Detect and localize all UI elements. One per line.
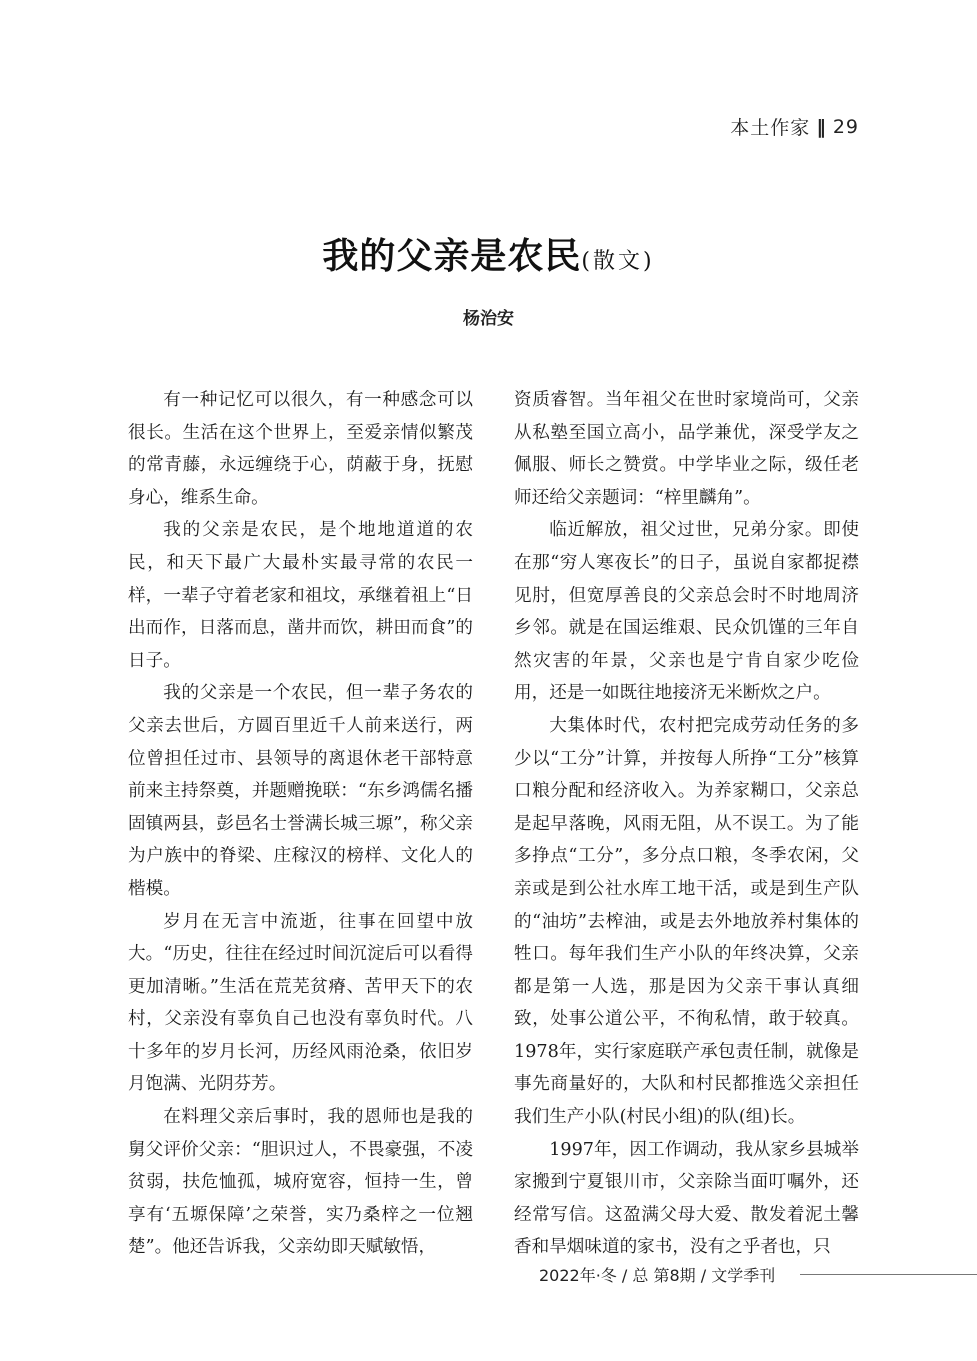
paragraph: 1997年，因工作调动，我从家乡县城举家搬到宁夏银川市，父亲除当面叮嘱外，还经常写信。这盈满父母大爱、散发着泥土馨香和旱烟味道的家书，没有之乎者也，只 (514, 1139, 859, 1258)
title-genre: (散文) (581, 249, 655, 274)
text-column-right (514, 384, 859, 1264)
page-number: 29 (832, 115, 859, 138)
footer-rule (800, 1274, 977, 1275)
paragraph: 资质睿智。当年祖父在世时家境尚可，父亲从私塾至国立高小，品学兼优，深受学友之佩服、师长之赞赏。中学毕业之际，级任老师还给父亲题词：“梓里麟角”。 (514, 390, 859, 508)
paragraph: 大集体时代，农村把完成劳动任务的多少以“工分”计算，并按每人所挣“工分”核算口粮分配和经济收入。为养家糊口，父亲总是起早落晚，风雨无阻，从不误工。为了能多挣点“工分”，多分点口粮，冬季农闲，父亲或是到公社水库工地干活，或是到生产队的“油坊”去榨油，或是去外地放养村集体的牲口。每年我们生产小队的年终决算，父亲都是第一人选，那是因为父亲干事认真细致，处事公道公平，不徇私情，敢于较真。1978年，实行家庭联产承包责任制，就像是事先商量好的，大队和村民都推选父亲担任我们生产小队(村民小组)的队(组)长。 (514, 715, 859, 1128)
paragraph: 我的父亲是一个农民，但一辈子务农的父亲去世后，方圆百里近千人前来送行，两位曾担任过市、县领导的离退休老干部特意前来主持祭奠，并题赠挽联：“东乡鸿儒名播固镇两县，彭邑名士誉满长城三塬”，称父亲为户族中的脊梁、庄稼汉的榜样、文化人的楷模。 (128, 683, 473, 899)
running-footer: 2022年·冬 / 总 第8期 / 文学季刊 (539, 1266, 776, 1285)
running-header (730, 113, 859, 140)
paragraph: 临近解放，祖父过世，兄弟分家。即使在那“穷人寒夜长”的日子，虽说自家都捉襟见肘，但宽厚善良的父亲总会时不时地周济乡邻。就是在国运维艰、民众饥馑的三年自然灾害的年景，父亲也是宁肯自家少吃俭用，还是一如既往地接济无米断炊之户。 (514, 520, 859, 704)
text-column-left (128, 384, 473, 1264)
paragraph: 有一种记忆可以很久，有一种感念可以很长。生活在这个世界上，至爱亲情似繁茂的常青藤，永远缠绕于心，荫蔽于身，抚慰身心，维系生命。 (128, 390, 473, 508)
paragraph: 岁月在无言中流逝，往事在回望中放大。“历史，往往在经过时间沉淀后可以看得更加清晰。”生活在荒芜贫瘠、苦甲天下的农村，父亲没有辜负自己也没有辜负时代。八十多年的岁月长河，历经风雨沧桑，依旧岁月饱满、光阴芬芳。 (128, 911, 473, 1095)
header-separator: ‖ (816, 115, 827, 138)
paragraph: 在料理父亲后事时，我的恩师也是我的舅父评价父亲：“胆识过人，不畏豪强，不凌贫弱，扶危恤孤，城府宽容，恒持一生，曾享有‘五塬保障’之荣誉，实乃桑梓之一位翘楚”。他还告诉我，父亲幼即天赋敏悟， (128, 1107, 473, 1258)
section-name: 本土作家 (730, 117, 811, 139)
title-text: 我的父亲是农民 (322, 235, 582, 277)
article-author: 杨治安 (463, 309, 514, 329)
paragraph: 我的父亲是农民，是个地地道道的农民，和天下最广大最朴实最寻常的农民一样，一辈子守着老家和祖坟，承继着祖上“日出而作，日落而息，凿井而饮，耕田而食”的日子。 (128, 520, 473, 671)
article-title (0, 228, 977, 279)
